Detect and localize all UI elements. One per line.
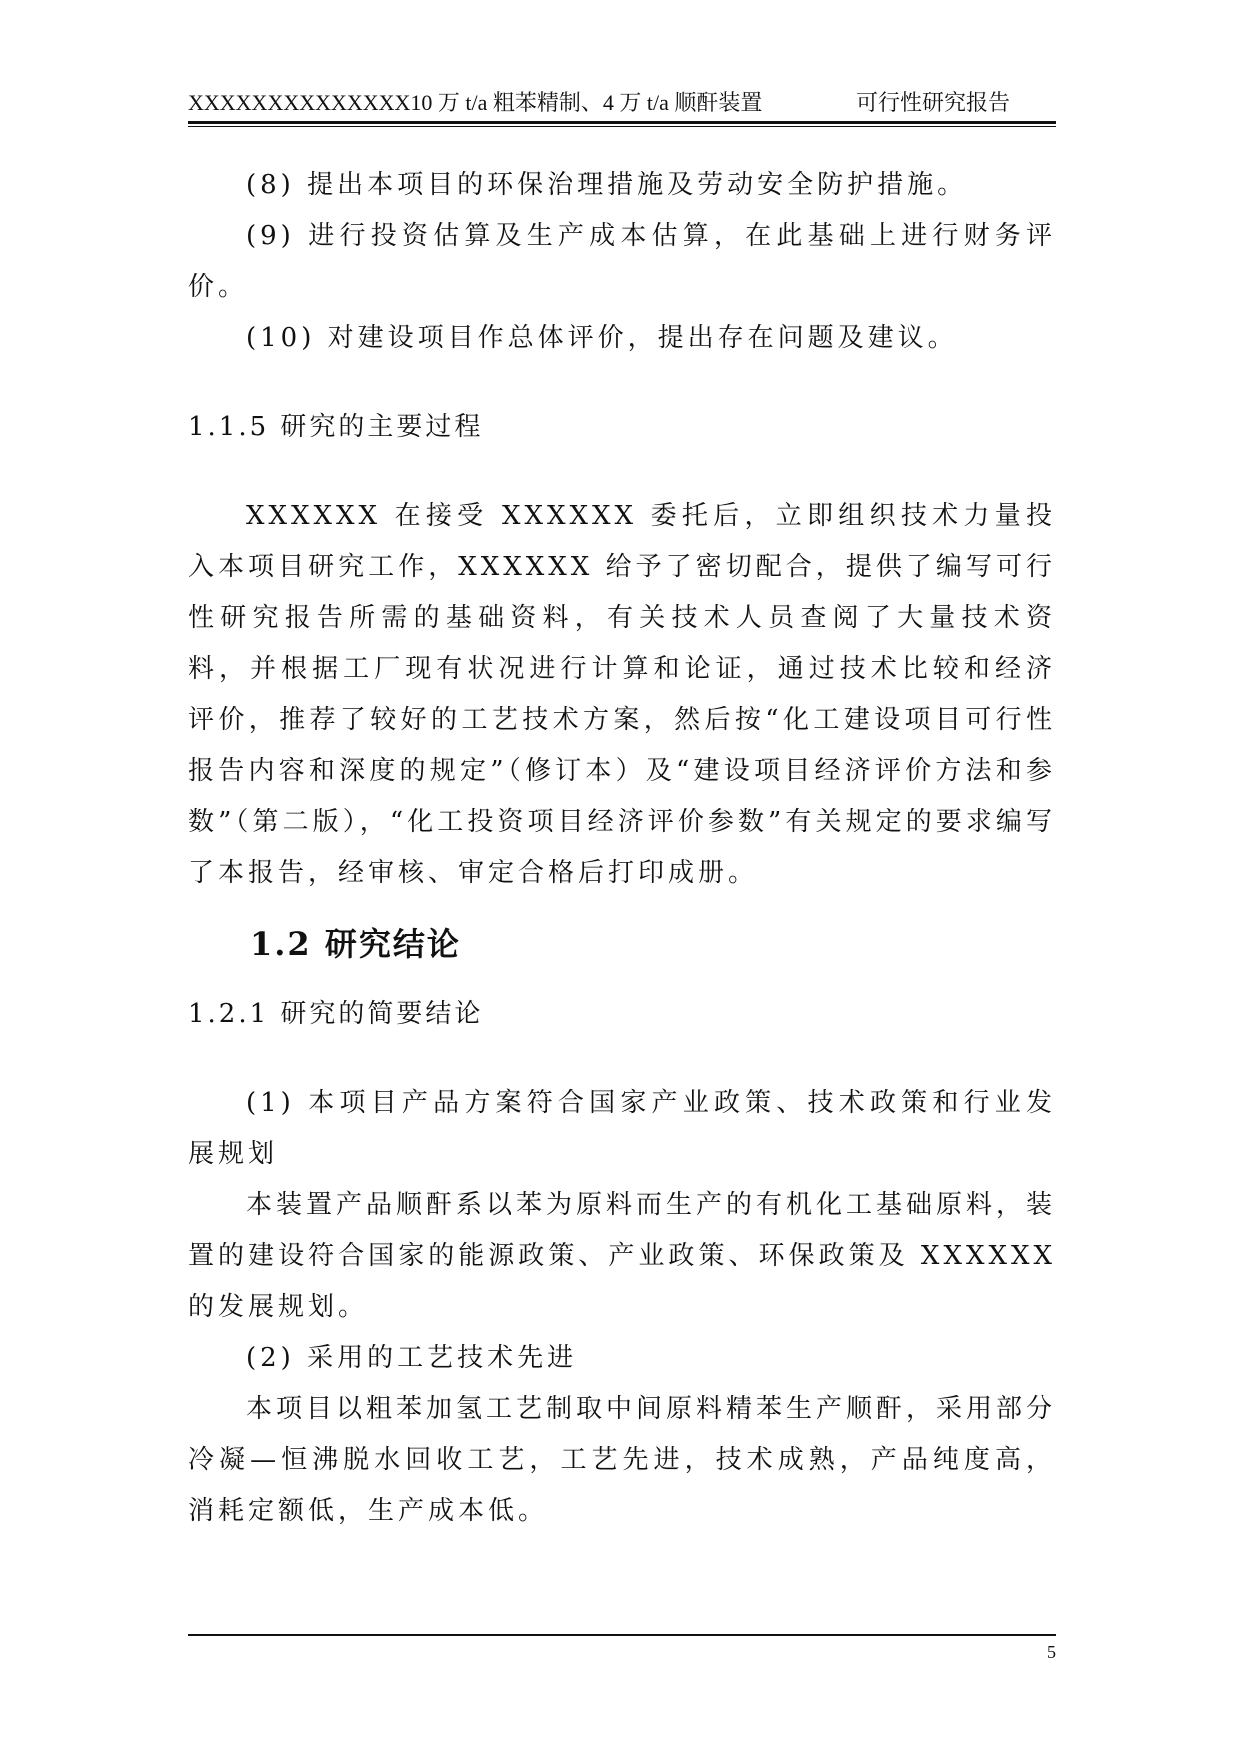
header-rule-thin [188, 126, 1056, 127]
header-report-title: 可行性研究报告 [856, 90, 1011, 115]
conclusion-point-1-title: (1) 本项目产品方案符合国家产业政策、技术政策和行业发展规划 [188, 1088, 1056, 1169]
list-item-8: (8) 提出本项目的环保治理措施及劳动安全防护措施。 [246, 170, 968, 200]
conclusion-point-2-title: (2) 采用的工艺技术先进 [246, 1343, 578, 1373]
list-item-10: (10) 对建设项目作总体评价，提出存在问题及建议。 [246, 323, 958, 353]
document-body [188, 160, 1056, 1537]
research-process-paragraph: XXXXXX 在接受 XXXXXX 委托后，立即组织技术力量投入本项目研究工作，XXXXXX 给予了密切配合，提供了编写可行性研究报告所需的基础资料，有关技术人员查阅了大量技术资料，并根据工厂现有状况进行计算和论证，通过技术比较和经济评价，推荐了较好的工艺技术方案，然后按“化工建设项目可行性报告内容和深度的规定”（修订本）及“建设项目经济评价方法和参数”（第二版），“化工投资项目经济评价参数”有关规定的要求编写了本报告，经审核、审定合格后打印成册。 [188, 501, 1056, 888]
section-title-1-2: 1.2 研究结论 [250, 925, 461, 963]
page-number: 5 [1047, 1642, 1056, 1662]
footer-rule [188, 1634, 1056, 1636]
page-header [188, 86, 1056, 120]
header-rule-thick [188, 121, 1056, 124]
conclusion-point-2-body: 本项目以粗苯加氢工艺制取中间原料精苯生产顺酐，采用部分冷凝—恒沸脱水回收工艺，工艺先进，技术成熟，产品纯度高，消耗定额低，生产成本低。 [188, 1394, 1057, 1526]
conclusion-point-1-body: 本装置产品顺酐系以苯为原料而生产的有机化工基础原料，装置的建设符合国家的能源政策、产业政策、环保政策及 XXXXXX 的发展规划。 [188, 1190, 1057, 1322]
subheading-1-2-1: 1.2.1 研究的简要结论 [188, 999, 484, 1029]
header-project-title: XXXXXXXXXXXXXX10 万 t/a 粗苯精制、4 万 t/a 顺酐装置 [188, 90, 763, 115]
list-item-9: (9) 进行投资估算及生产成本估算，在此基础上进行财务评价。 [188, 221, 1056, 302]
subheading-1-1-5: 1.1.5 研究的主要过程 [188, 412, 484, 442]
